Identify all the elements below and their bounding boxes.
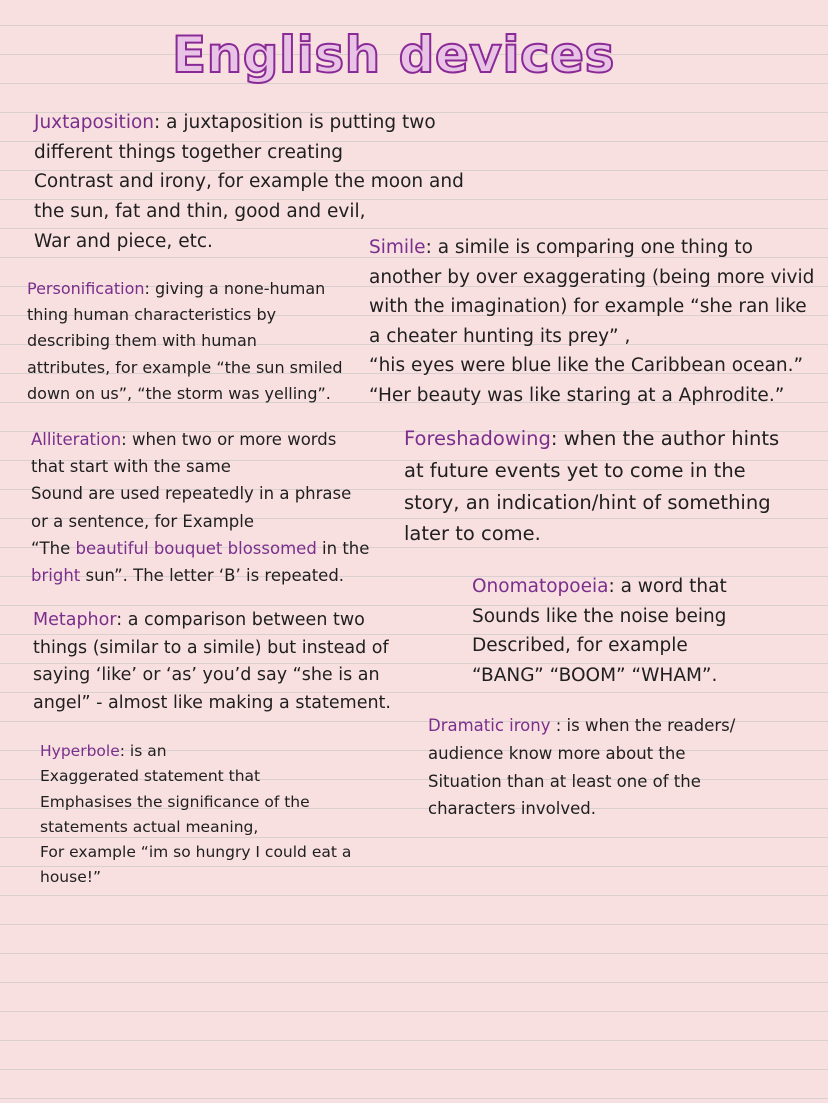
note-line: angel” - almost like making a statement.: [33, 692, 391, 713]
note-line: Simile: a simile is comparing one thing to: [369, 237, 753, 258]
note-line: Exaggerated statement that: [40, 767, 261, 786]
term-hyperbole: Hyperbole: [40, 742, 120, 760]
note-line: “Her beauty was like staring at a Aphrodite.”: [369, 384, 785, 406]
alliteration-example-highlight: bright: [31, 566, 81, 586]
note-line: “BANG” “BOOM” “WHAM”.: [472, 664, 718, 686]
note-line: Contrast and irony, for example the moon and: [34, 171, 464, 193]
simile-note: [369, 233, 814, 410]
metaphor-note: [33, 607, 391, 717]
term-personification: Personification: [27, 279, 145, 298]
note-line: Hyperbole: is an: [40, 742, 167, 760]
onomatopoeia-note: [472, 572, 727, 690]
note-line: Juxtaposition: a juxtaposition is putting two: [34, 112, 436, 133]
note-line: thing human characteristics by: [27, 305, 277, 325]
note-line: things (similar to a simile) but instead of: [33, 637, 389, 658]
alliteration-example-highlight: beautiful bouquet blossomed: [75, 538, 317, 558]
note-line: Onomatopoeia: a word that: [472, 576, 727, 597]
note-line: audience know more about the: [428, 743, 686, 763]
term-onomatopoeia: Onomatopoeia: [472, 576, 609, 597]
personification-note: [27, 276, 342, 407]
alliteration-note: [31, 426, 369, 589]
note-line: Personification: giving a none-human: [27, 279, 326, 298]
note-line: Sounds like the noise being: [472, 605, 727, 627]
note-line: house!”: [40, 868, 101, 887]
note-line: at future events yet to come in the: [404, 458, 746, 482]
note-line: the sun, fat and thin, good and evil,: [34, 201, 366, 223]
note-line: characters involved.: [428, 799, 596, 819]
note-line: Sound are used repeatedly in a phrase: [31, 484, 352, 504]
note-line: that start with the same: [31, 457, 231, 477]
term-alliteration: Alliteration: [31, 430, 122, 449]
note-line: “his eyes were blue like the Caribbean ocean.”: [369, 355, 804, 376]
note-line: Metaphor: a comparison between two: [33, 610, 365, 630]
term-dramatic-irony: Dramatic irony: [428, 716, 551, 735]
dramatic-irony-note: [428, 712, 735, 823]
note-line: bright sun”. The letter ‘B’ is repeated.: [31, 566, 345, 586]
note-line: story, an indication/hint of something: [404, 490, 771, 514]
note-line: Described, for example: [472, 635, 688, 657]
note-line: later to come.: [404, 522, 541, 546]
note-line: down on us”, “the storm was yelling”.: [27, 383, 331, 403]
note-line: another by over exaggerating (being more vivid: [369, 266, 815, 288]
note-line: attributes, for example “the sun smiled: [27, 357, 343, 377]
note-line: Foreshadowing: when the author hints: [404, 427, 780, 450]
term-foreshadowing: Foreshadowing: [404, 427, 551, 450]
note-line: statements actual meaning,: [40, 817, 259, 836]
term-metaphor: Metaphor: [33, 610, 117, 630]
term-simile: Simile: [369, 237, 426, 258]
note-line: saying ‘like’ or ‘as’ you’d say “she is an: [33, 665, 380, 686]
note-line: Dramatic irony : is when the readers/: [428, 716, 736, 735]
note-line: or a sentence, for Example: [31, 511, 254, 531]
note-line: Situation than at least one of the: [428, 771, 701, 791]
note-line: “The beautiful bouquet blossomed in the: [31, 538, 370, 558]
hyperbole-note: [40, 739, 351, 891]
note-line: a cheater hunting its prey” ,: [369, 325, 631, 347]
term-juxtaposition: Juxtaposition: [34, 112, 154, 133]
note-line: with the imagination) for example “she ran like: [369, 296, 807, 317]
note-line: War and piece, etc.: [34, 230, 213, 252]
page-title: English devices: [172, 26, 615, 84]
foreshadowing-note: [404, 423, 779, 550]
note-line: Emphasises the significance of the: [40, 792, 310, 811]
note-line: different things together creating: [34, 141, 344, 163]
note-line: Alliteration: when two or more words: [31, 430, 337, 449]
note-line: For example “im so hungry I could eat a: [40, 843, 352, 862]
note-line: describing them with human: [27, 331, 257, 351]
